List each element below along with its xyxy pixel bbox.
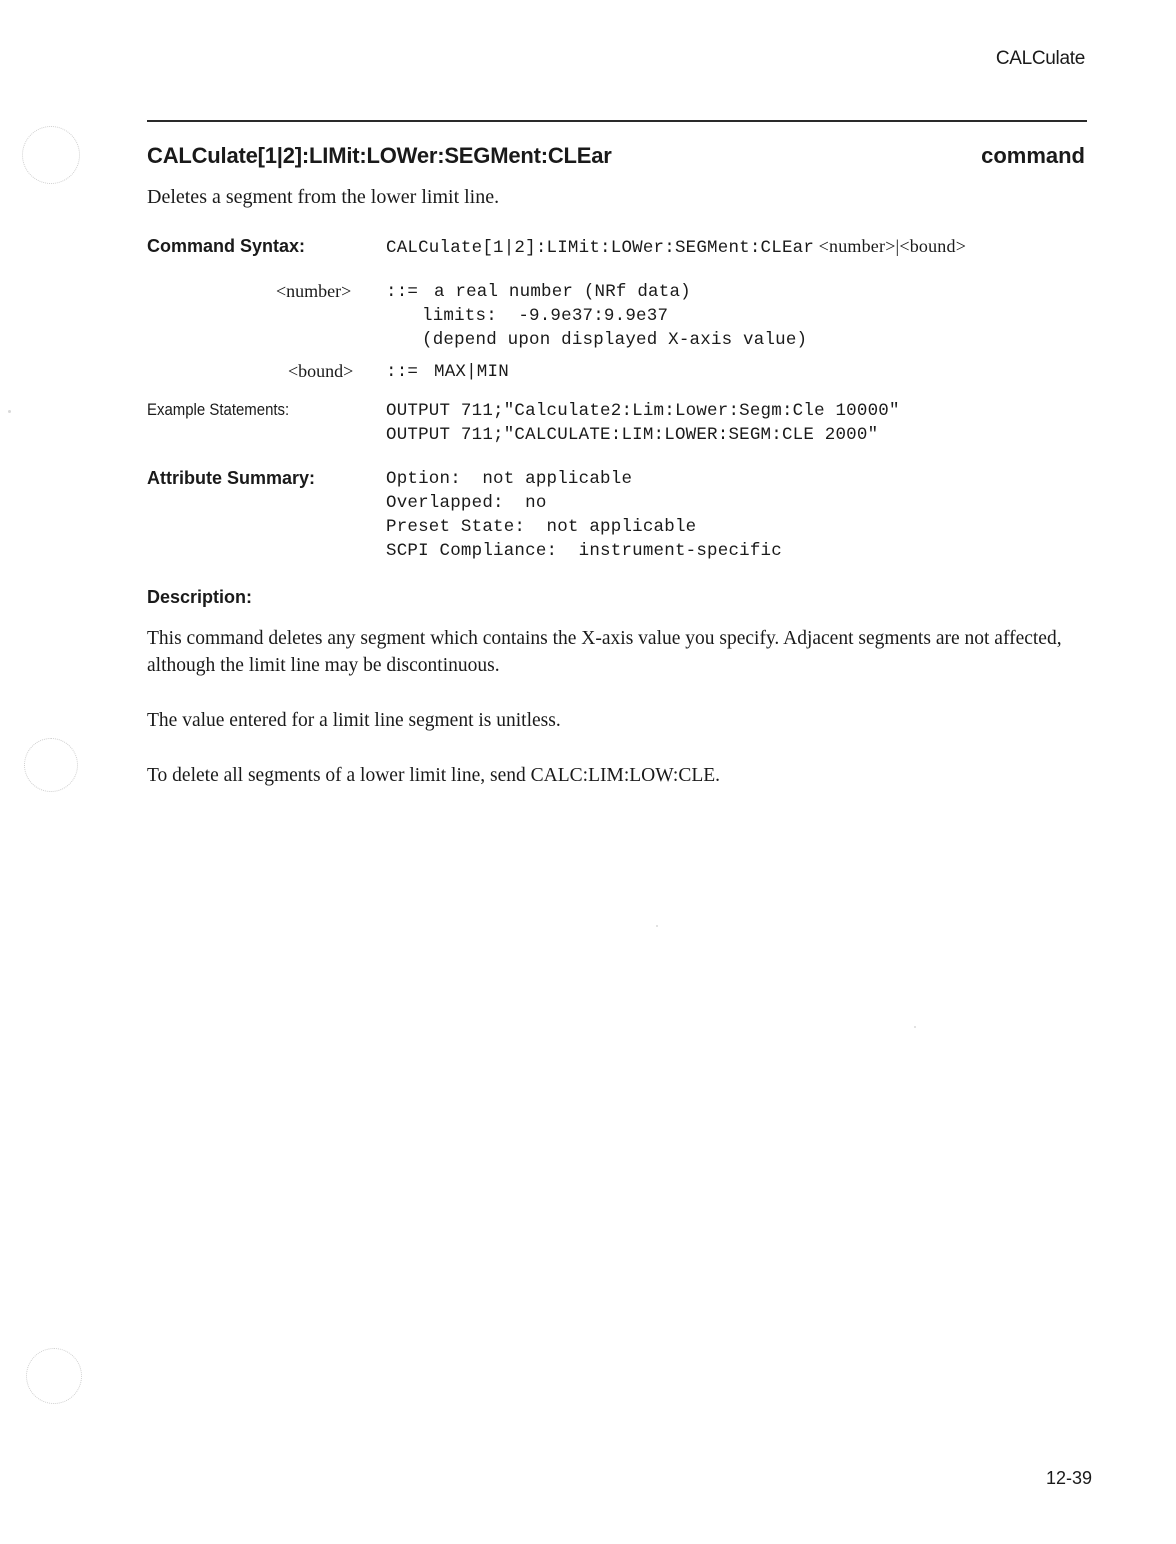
example-line-2: OUTPUT 711;"CALCULATE:LIM:LOWER:SEGM:CLE 2000" (386, 425, 879, 445)
command-syntax-label: Command Syntax: (147, 236, 306, 256)
binder-hole-mark (24, 738, 78, 792)
description-paragraph-3: To delete all segments of a lower limit line, send CALC:LIM:LOW:CLE. (147, 765, 721, 786)
scan-speck (656, 925, 658, 927)
running-header: CALCulate (995, 48, 1085, 69)
attribute-overlapped: Overlapped: no (386, 493, 547, 513)
syntax-command: CALCulate[1|2]:LIMit:LOWer:SEGMent:CLEar (386, 238, 815, 258)
attribute-option: Option: not applicable (386, 469, 633, 489)
binder-hole-mark (26, 1348, 82, 1404)
header-rule (147, 120, 1087, 122)
command-type: command (981, 143, 1085, 168)
description-label: Description: (147, 587, 253, 607)
number-param-note: (depend upon displayed X-axis value) (422, 330, 808, 350)
binder-hole-mark (22, 126, 80, 184)
example-line-1: OUTPUT 711;"Calculate2:Lim:Lower:Segm:Cle 10000" (386, 401, 900, 421)
syntax-args: <number>|<bound> (818, 236, 967, 256)
example-statements-label: Example Statements: (147, 400, 290, 419)
command-syntax-line (386, 236, 966, 258)
command-title: CALCulate[1|2]:LIMit:LOWer:SEGMent:CLEar (147, 143, 612, 168)
description-paragraph-1: This command deletes any segment which contains the X-axis value you specify. Adjacent segments are not affected, although the limit line may be discontinuous. (147, 628, 1062, 676)
scan-speck (8, 410, 11, 413)
scan-speck (914, 1026, 916, 1028)
attribute-preset-state: Preset State: not applicable (386, 517, 697, 537)
number-param-def-op: ::= (386, 282, 419, 302)
bound-param-def: MAX|MIN (434, 362, 509, 382)
attribute-scpi-compliance: SCPI Compliance: instrument-specific (386, 541, 782, 561)
description-paragraph-2: The value entered for a limit line segment is unitless. (147, 710, 561, 731)
bound-param-def-op: ::= (386, 362, 419, 382)
bound-param-name: <bound> (288, 361, 354, 381)
command-summary: Deletes a segment from the lower limit line. (147, 186, 500, 208)
number-param-limits: limits: -9.9e37:9.9e37 (422, 306, 669, 326)
number-param-name: <number> (276, 281, 352, 301)
number-param-def: a real number (NRf data) (434, 282, 691, 302)
attribute-summary-label: Attribute Summary: (147, 468, 316, 488)
page-number: 12-39 (1045, 1468, 1092, 1488)
